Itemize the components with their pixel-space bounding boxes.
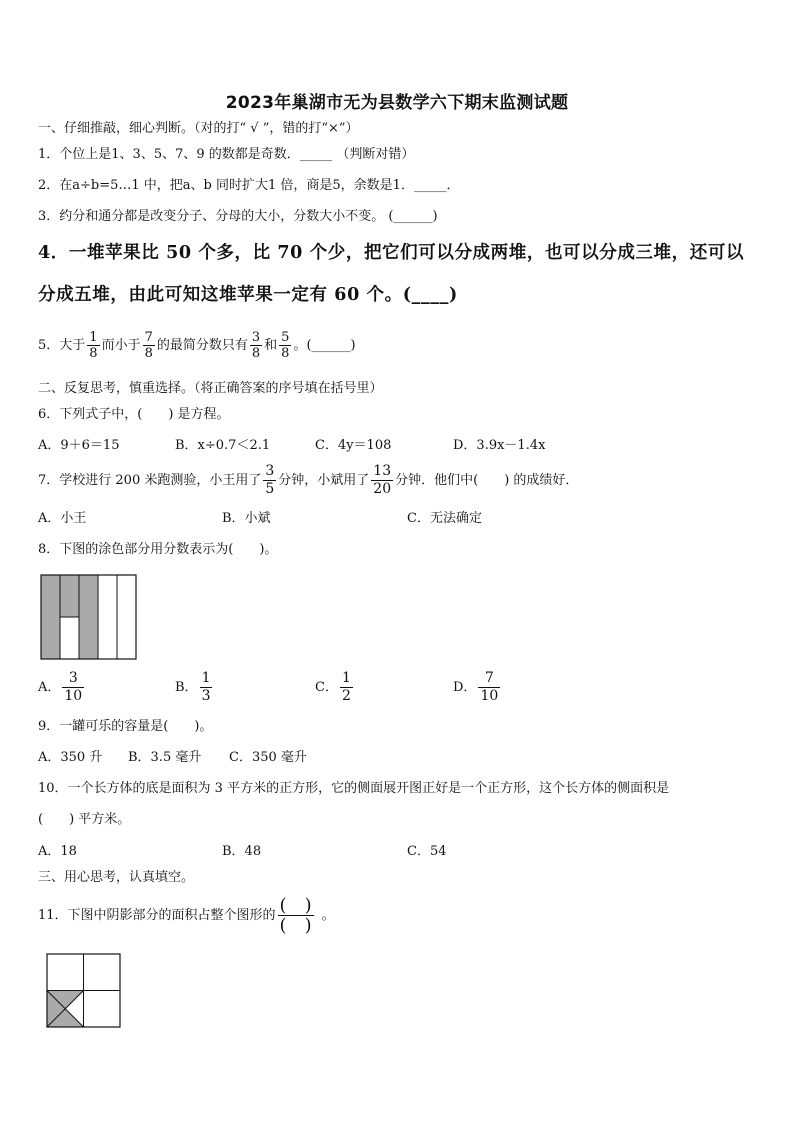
q7-option-c: C．无法确定 — [407, 511, 482, 526]
question-11-text: 11．下图中阴影部分的面积占整个图形的 — [38, 908, 276, 923]
question-4-line-1: 4．一堆苹果比 50 个多，比 70 个少，把它们可以分成两堆，也可以分成三堆，还可以 — [38, 243, 745, 263]
question-11 — [38, 894, 335, 938]
fraction-one-eighth: $\frac{1}{8}$ — [89, 330, 98, 361]
question-7-text: 分钟，小斌用了 — [278, 473, 370, 488]
question-4-line-2: 分成五堆，由此可知这堆苹果一定有 60 个。(____) — [38, 285, 458, 305]
q8-shaded-rectangle-figure — [40, 574, 138, 660]
question-1: 1．个位上是1、3、5、7、9 的数都是奇数．_____ （判断对错） — [38, 147, 415, 162]
q9-option-b: B．3.5 毫升 — [128, 750, 202, 765]
q9-option-a: A．350 升 — [38, 750, 103, 765]
q8-option-d: D． $\frac{7}{10}$ — [453, 670, 499, 704]
fraction-seven-eighths: $\frac{7}{8}$ — [144, 330, 153, 361]
q8-option-a: A． $\frac{3}{10}$ — [38, 670, 83, 704]
q10-option-c: C．54 — [407, 844, 447, 859]
q9-option-c: C．350 毫升 — [229, 750, 307, 765]
question-5-text: 和 — [264, 338, 278, 353]
question-5-text: 而小于 — [101, 338, 141, 353]
q6-option-d: D．3.9x－1.4x — [453, 438, 546, 453]
question-7 — [38, 463, 578, 499]
question-2: 2．在a÷b=5…1 中，把a、b 同时扩大1 倍，商是5，余数是1．_____． — [38, 178, 460, 193]
q8-option-c: C． $\frac{1}{2}$ — [315, 670, 351, 704]
fraction-thirteen-twentieths: $\frac{13}{20}$ — [373, 463, 392, 497]
q7-option-b: B．小斌 — [222, 511, 271, 526]
page-title: 2023年巢湖市无为县数学六下期末监测试题 — [225, 93, 569, 113]
question-11-text: 。 — [321, 908, 335, 923]
question-5 — [38, 328, 356, 364]
q8-option-b: B． $\frac{1}{3}$ — [175, 670, 211, 704]
question-9: 9．一罐可乐的容量是( )。 — [38, 719, 213, 734]
question-5-answer-blank: 。(______) — [293, 338, 356, 353]
question-5-text: 的最简分数只有 — [156, 338, 248, 353]
fraction-three-fifths: $\frac{3}{5}$ — [265, 463, 275, 497]
question-7-text: 7．学校进行 200 米跑测验，小王用了 — [38, 473, 262, 488]
question-7-text: 分钟．他们中( ) 的成绩好． — [395, 473, 579, 488]
section-3-heading: 三、用心思考，认真填空。 — [38, 870, 195, 885]
fraction-five-eighths: $\frac{5}{8}$ — [281, 330, 290, 361]
q6-option-a: A．9＋6＝15 — [38, 438, 120, 453]
question-10-line-1: 10．一个长方体的底是面积为 3 平方米的正方形，它的侧面展开图正好是一个正方形，这个长方体的侧面积是 — [38, 781, 670, 796]
section-2-heading: 二、反复思考，慎重选择。（将正确答案的序号填在括号里） — [38, 381, 383, 396]
section-1-heading: 一、仔细推敲，细心判断。（对的打“ √ ”，错的打“×”） — [38, 121, 359, 136]
q6-option-b: B．x÷0.7＜2.1 — [175, 438, 271, 453]
question-10-line-2: ( ) 平方米。 — [38, 812, 131, 827]
question-5-prefix: 5．大于 — [38, 338, 86, 353]
q7-option-a: A．小王 — [38, 511, 87, 526]
question-8: 8．下图的涂色部分用分数表示为( )。 — [38, 542, 278, 557]
q10-option-a: A．18 — [38, 844, 77, 859]
q10-option-b: B．48 — [222, 844, 262, 859]
q11-answer-blank-fraction: $\frac{( )}{( )}$ — [279, 895, 312, 936]
question-6: 6．下列式子中，( ) 是方程。 — [38, 407, 230, 422]
fraction-three-eighths: $\frac{3}{8}$ — [251, 330, 261, 361]
question-3: 3．约分和通分都是改变分子、分母的大小，分数大小不变。 (______) — [38, 209, 438, 224]
q11-grid-figure — [46, 953, 122, 1029]
q6-option-c: C．4y＝108 — [315, 438, 392, 453]
